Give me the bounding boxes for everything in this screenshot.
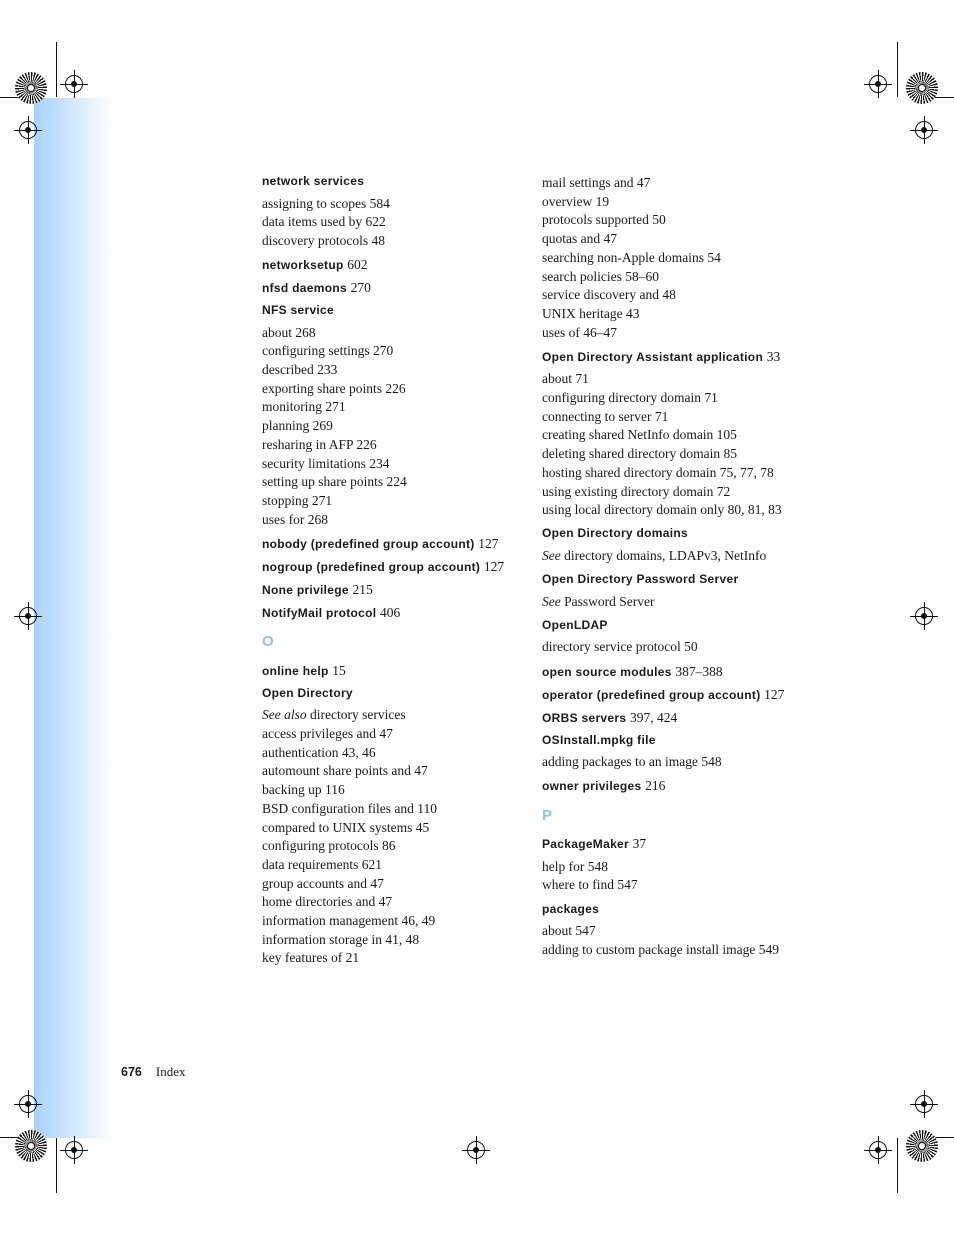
index-subentry: data items used by 622 [262, 214, 386, 230]
index-subentry: discovery protocols 48 [262, 232, 385, 248]
index-letter-heading: O [262, 633, 274, 651]
term-label: owner privileges [542, 779, 642, 794]
index-subentry: configuring protocols 86 [262, 838, 396, 854]
term-label: Open Directory domains [542, 526, 688, 541]
starburst-target-icon [15, 72, 47, 104]
page-footer [121, 1064, 185, 1080]
index-subentry: key features of 21 [262, 950, 360, 966]
term-label: Open Directory Password Server [542, 572, 739, 587]
term-pages: 216 [645, 778, 666, 794]
term-pages: 37 [632, 836, 647, 852]
index-subentry: information storage in 41, 48 [262, 931, 420, 947]
starburst-target-icon [906, 72, 938, 104]
index-subentry: adding packages to an image 548 [542, 754, 722, 770]
term-label: operator (predefined group account) [542, 687, 761, 702]
index-term [262, 582, 522, 599]
index-subentry: creating shared NetInfo domain 105 [542, 427, 737, 443]
index-subentry: stopping 271 [262, 492, 333, 508]
index-subentry: configuring settings 270 [262, 343, 394, 359]
crop-mark [56, 42, 57, 97]
index-subentry: authentication 43, 46 [262, 744, 376, 760]
index-term [542, 526, 812, 542]
term-pages: 15 [332, 662, 346, 678]
see-reference [542, 593, 812, 612]
index-subentry: configuring directory domain 71 [542, 390, 718, 406]
starburst-target-icon [906, 1130, 938, 1162]
index-subentry: about 268 [262, 324, 316, 340]
term-label: Open Directory [262, 685, 353, 700]
term-label: packages [542, 901, 600, 916]
starburst-target-icon [15, 1130, 47, 1162]
term-pages: 602 [347, 257, 368, 273]
term-pages: 215 [352, 581, 373, 597]
term-label: OpenLDAP [542, 617, 608, 632]
index-subentry: home directories and 47 [262, 894, 393, 910]
index-term [262, 174, 522, 190]
index-subentry: search policies 58–60 [542, 268, 659, 284]
registration-mark-icon [869, 1141, 887, 1159]
registration-mark-icon [869, 75, 887, 93]
index-subentry: backing up 116 [262, 782, 345, 798]
registration-mark-icon [915, 1095, 933, 1113]
registration-mark-icon [915, 121, 933, 139]
registration-mark-icon [19, 607, 37, 625]
index-subentry: about 71 [542, 371, 589, 387]
term-pages: 387–388 [675, 663, 723, 679]
index-subentry: data requirements 621 [262, 856, 382, 872]
index-term [542, 836, 812, 853]
index-subentry: adding to custom package install image 549 [542, 941, 779, 957]
term-label: ORBS servers [542, 710, 627, 725]
index-column-left [262, 174, 522, 968]
index-subentry: where to find 547 [542, 877, 638, 893]
term-pages: 406 [380, 604, 401, 620]
term-pages: 33 [766, 348, 781, 364]
term-label: networksetup [262, 258, 344, 273]
index-term [262, 605, 522, 622]
index-subentry: using existing directory domain 72 [542, 483, 731, 499]
index-subentry: searching non-Apple domains 54 [542, 249, 721, 265]
term-pages: 127 [483, 558, 505, 574]
registration-mark-icon [65, 1141, 83, 1159]
term-label: NotifyMail protocol [262, 605, 377, 620]
index-term [542, 618, 812, 634]
term-pages: 127 [764, 686, 785, 702]
term-label: nobody (predefined group account) [262, 536, 475, 551]
registration-mark-icon [19, 121, 37, 139]
index-term [542, 664, 812, 681]
term-label: open source modules [542, 664, 672, 679]
index-subentry: automount share points and 47 [262, 763, 428, 779]
term-pages: 270 [350, 280, 371, 296]
term-label: nogroup (predefined group account) [262, 559, 481, 574]
see-label: See [542, 547, 561, 563]
crop-mark [897, 1138, 898, 1193]
term-label: OSInstall.mpkg file [542, 732, 656, 747]
index-subentry: monitoring 271 [262, 399, 346, 415]
index-term [542, 902, 812, 918]
see-target: directory domains, LDAPv3, NetInfo [564, 547, 767, 563]
index-subentry: quotas and 47 [542, 231, 617, 247]
term-label: nfsd daemons [262, 281, 347, 296]
term-label: NFS service [262, 303, 335, 318]
index-subentry: uses for 268 [262, 511, 328, 527]
registration-mark-icon [915, 607, 933, 625]
registration-mark-icon [65, 75, 83, 93]
term-label: network services [262, 174, 365, 188]
index-term [262, 559, 522, 576]
term-pages: 127 [478, 535, 499, 551]
index-term [262, 257, 522, 274]
see-target: Password Server [564, 593, 655, 609]
crop-mark [56, 1138, 57, 1193]
index-subentry: assigning to scopes 584 [262, 195, 390, 211]
index-letter-heading: P [542, 806, 553, 824]
index-subentry: BSD configuration files and 110 [262, 800, 437, 816]
index-subentry: using local directory domain only 80, 81, 83 [542, 502, 782, 518]
index-subentry: protocols supported 50 [542, 212, 666, 228]
crop-mark [897, 42, 898, 97]
index-term [542, 687, 812, 704]
index-subentry: compared to UNIX systems 45 [262, 819, 430, 835]
index-subentry: overview 19 [542, 193, 610, 209]
term-pages: 397, 424 [629, 709, 678, 725]
index-term [262, 663, 522, 680]
term-label: PackageMaker [542, 837, 629, 852]
index-term [542, 572, 812, 588]
see-reference [262, 706, 522, 725]
registration-mark-icon [467, 1141, 485, 1159]
index-term [262, 536, 522, 553]
index-term [542, 733, 812, 749]
term-label: Open Directory Assistant application [542, 349, 764, 364]
index-subentry: planning 269 [262, 418, 333, 434]
term-label: None privilege [262, 582, 349, 597]
index-term [542, 349, 812, 366]
index-subentry: security limitations 234 [262, 455, 390, 471]
index-subentry: exporting share points 226 [262, 380, 406, 396]
see-label: See [542, 593, 561, 609]
index-subentry: mail settings and 47 [542, 175, 651, 190]
index-subentry: service discovery and 48 [542, 287, 676, 303]
index-term [262, 686, 522, 702]
index-term [542, 778, 812, 795]
index-column-right [542, 174, 812, 960]
index-subentry: described 233 [262, 362, 338, 378]
index-subentry: group accounts and 47 [262, 875, 384, 891]
see-reference [542, 547, 812, 566]
term-label: online help [262, 663, 329, 678]
see-target: directory services [310, 707, 406, 723]
index-term [542, 710, 812, 727]
index-term [262, 280, 522, 297]
index-subentry: connecting to server 71 [542, 408, 669, 424]
registration-mark-icon [19, 1095, 37, 1113]
index-subentry: directory service protocol 50 [542, 639, 698, 655]
index-subentry: resharing in AFP 226 [262, 436, 377, 452]
side-color-bar [34, 98, 112, 1138]
index-subentry: access privileges and 47 [262, 726, 393, 742]
index-subentry: information management 46, 49 [262, 913, 436, 929]
index-subentry: help for 548 [542, 858, 608, 874]
page-section: Index [155, 1064, 186, 1079]
index-subentry: uses of 46–47 [542, 324, 617, 340]
index-subentry: deleting shared directory domain 85 [542, 446, 737, 462]
index-subentry: setting up share points 224 [262, 474, 407, 490]
see-label: See also [262, 707, 307, 723]
index-term [262, 303, 522, 319]
index-subentry: hosting shared directory domain 75, 77, 78 [542, 464, 774, 480]
page-number: 676 [121, 1065, 142, 1079]
index-subentry: UNIX heritage 43 [542, 305, 640, 321]
index-subentry: about 547 [542, 923, 596, 939]
